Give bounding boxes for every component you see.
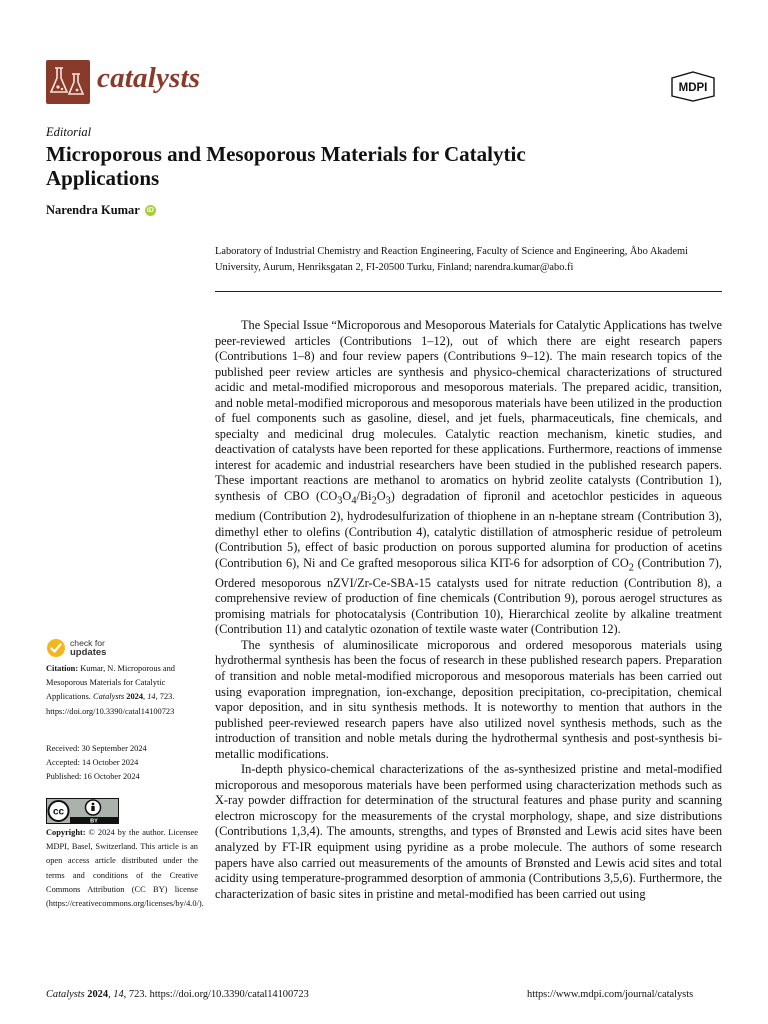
dates-block	[46, 742, 198, 785]
svg-text:BY: BY	[90, 818, 98, 824]
check-updates-icon	[46, 638, 66, 658]
check-for-updates[interactable]	[46, 638, 106, 658]
published-date: Published: 16 October 2024	[46, 772, 140, 782]
cc-by-icon[interactable]	[46, 798, 119, 824]
copyright-block: Copyright: © 2024 by the author. Licensee MDPI, Basel, Switzerland. This article is an open access article distributed under the terms and conditions of the Creative Commons Attribution (CC BY) license (https://creativecommons.org/licenses/by/4.0/).	[46, 828, 204, 909]
footer-journal-url[interactable]: https://www.mdpi.com/journal/catalysts	[527, 989, 694, 1000]
publisher-name: MDPI	[678, 82, 708, 94]
accepted-date: Accepted: 14 October 2024	[46, 758, 139, 768]
author-line	[46, 203, 156, 218]
footer-citation: Catalysts 2024, 14, 723. https://doi.org/10.3390/catal14100723	[46, 989, 309, 1000]
separator-line	[215, 291, 722, 292]
paragraph-1: The Special Issue “Microporous and Mesoporous Materials for Catalytic Applications has twelve peer-reviewed articles (Contributions 1–12), out of which there are eight research papers (Contributions 1–8) and four review papers (Contributions 9–12). The main research topics of the published peer review articles are synthesis and physico-chemical characterizations of structured acidic and metal-modified microporous and mesoporous materials. The prepared acidic, transition, and noble metal-modified microporous and mesoporous materials have been utilized in the production of fuel components such as gasoline, diesel, and jet fuels, pharmaceuticals, fine chemicals, and specialty and medicinal drug molecules. Catalytic reaction mechanism, kinetic studies, and deactivation of catalysts have been reported for these applications. Furthermore, reactions of immense interest for academic and industrial researchers have been studied in the published research papers. These important reactions are methanol to aromatics on hybrid zeolite catalysts (Contribution 1), synthesis of CBO $(CO_3O_4/Bi_2O_3)$ degradation of fipronil and acetochlor pesticides in aqueous medium (Contribution 2), hydrodesulfurization of thiophene in an n-heptane stream (Contribution 3), dimethyl ether to olefins (Contribution 4), catalytic distillation of atmospheric residue of petroleum (Contribution 5), effect of basic production on porous supported alumina for production of acetins (Contribution 6), Ni and Ce grafted mesoporous silica KIT-6 for adsorption of $CO_2$ (Contribution 7), Ordered mesoporous nZVI/Zr-Ce-SBA-15 catalysts used for nitrate reduction (Contribution 8), a comprehensive review of production of fine chemicals (Contribution 9), porous aerogel structures as promising matrials for photocatalysis (Contribution 10), Hierarchical zeolite by alkaline treatment (Contribution 11) and catalytic ozonation of textile waste water (Contribution 12).	[215, 318, 722, 637]
author-name: Narendra Kumar	[46, 203, 140, 217]
check-updates-label: check for updates	[70, 638, 107, 658]
received-date: Received: 30 September 2024	[46, 744, 147, 753]
journal-name[interactable]: catalysts	[97, 62, 201, 94]
paragraph-2: The synthesis of aluminosilicate microporous and ordered mesoporous materials using hydrothermal synthesis has been the focus of research in these published research papers. Preparation of transition and noble metal-modified microporous and mesoporous materials has been carried out using evaporation impregnation, ion-exchange, deposition precipitation, co-precipitation, chemical vapor deposition, and in situ synthesis methods. It is noteworthy to mention that authors in the published peer-reviewed research papers have also utilized novel synthesis methods, such as the introduction of transition and noble metals during the hydrothermal synthesis and post-synthesis bi-metallic modifications.	[215, 637, 722, 761]
mdpi-logo-icon[interactable]	[664, 70, 722, 102]
article-title: Microporous and Mesoporous Materials for Catalytic Applications	[46, 142, 526, 190]
citation-block: Citation: Kumar, N. Microporous and Mesoporous Materials for Catalytic Applications. Catalysts 2024, 14, 723. https://doi.org/10.3390/catal14100723	[46, 664, 175, 716]
article-body	[215, 318, 722, 902]
journal-logo-icon	[46, 60, 90, 104]
article-type: Editorial	[46, 125, 92, 139]
paragraph-3: In-depth physico-chemical characterizations of the as-synthesized pristine and metal-modified microporous and mesoporous materials have been performed using characterization methods such as X-ray powder diffraction for determination of the structural features and phase purity and scanning electron microscopy for the measurements of the crystal morphology, shape, and size distributions (Contributions 1,3,4). The amounts, strengths, and types of Brønsted and Lewis acid sites have been analyzed by FT-IR equipment using pyridine as a probe molecule. The authors of some research papers have also carried out measurements of the amounts of Brønsted and Lewis acid sites and total acidity using temperature-programmed desorption of ammonia (Contributions 3,5,6). Furthermore, the characterization of basic sites in pristine and metal-modified has been carried out using	[215, 762, 722, 901]
svg-text:cc: cc	[52, 806, 65, 818]
orcid-icon[interactable]: iD	[146, 207, 154, 214]
affiliation: Laboratory of Industrial Chemistry and Reaction Engineering, Faculty of Science and Engineering, Åbo Akademi University, Aurum, Henriksgatan 2, FI-20500 Turku, Finland; narendra.kumar@abo.fi	[215, 246, 688, 273]
